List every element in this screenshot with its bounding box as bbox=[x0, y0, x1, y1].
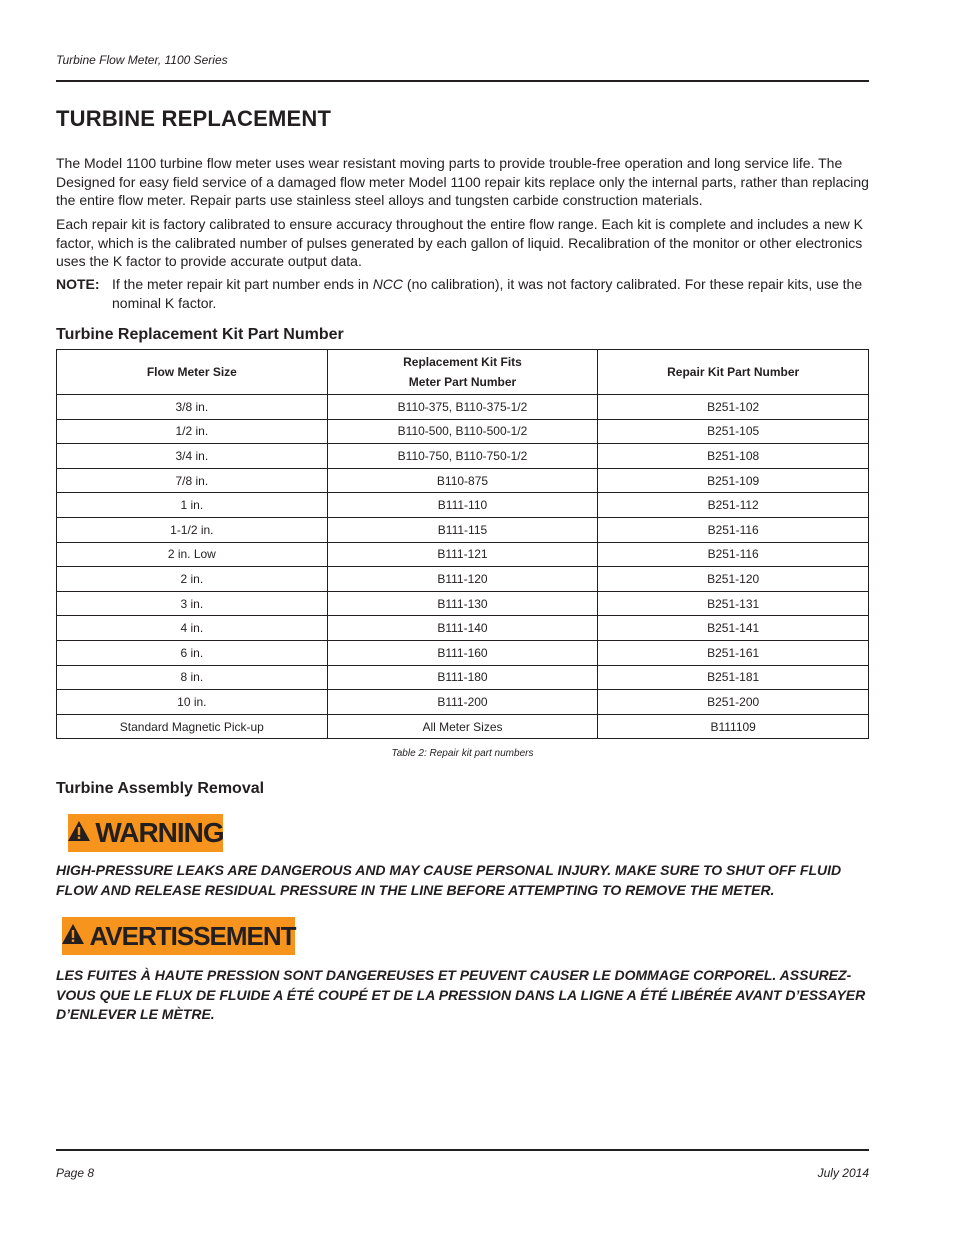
cell-repair: B251-181 bbox=[598, 665, 869, 690]
cell-size: 10 in. bbox=[57, 690, 328, 715]
kit-section-heading: Turbine Replacement Kit Part Number bbox=[56, 326, 344, 343]
cell-repair: B111109 bbox=[598, 714, 869, 739]
header-rule bbox=[56, 80, 869, 82]
avertissement-text: LES FUITES À HAUTE PRESSION SONT DANGEREUSES ET PEUVENT CAUSER LE DOMMAGE CORPOREL. ASSUREZ-VOUS QUE LE FLUX DE FLUIDE A ÉTÉ COUPÉ ET DE LA PRESSION DANS LA LIGNE A ÉTÉ LIBÉRÉE AVANT D’ESSAYER D’ENLEVER LE MÈTRE. bbox=[56, 967, 866, 1022]
cell-repair: B251-102 bbox=[598, 395, 869, 420]
table-row bbox=[57, 444, 869, 469]
table-header-row bbox=[57, 350, 869, 395]
footer-rule bbox=[56, 1149, 869, 1151]
page-title: TURBINE REPLACEMENT bbox=[56, 106, 332, 131]
cell-size: 3/8 in. bbox=[57, 395, 328, 420]
repair-kit-table bbox=[56, 349, 869, 739]
cell-repair: B251-108 bbox=[598, 444, 869, 469]
cell-fits: B111-120 bbox=[327, 567, 598, 592]
removal-section-heading: Turbine Assembly Removal bbox=[56, 780, 265, 797]
cell-fits: B111-180 bbox=[327, 665, 598, 690]
column-header-size: Flow Meter Size bbox=[57, 350, 328, 395]
cell-fits: B111-121 bbox=[327, 542, 598, 567]
running-header: Turbine Flow Meter, 1100 Series bbox=[56, 53, 228, 67]
cell-size: 6 in. bbox=[57, 640, 328, 665]
cell-size: 8 in. bbox=[57, 665, 328, 690]
footer-page-number: Page 8 bbox=[56, 1166, 95, 1180]
footer-date: July 2014 bbox=[817, 1166, 869, 1180]
cell-fits: B111-140 bbox=[327, 616, 598, 641]
table-row bbox=[57, 395, 869, 420]
table-row bbox=[57, 419, 869, 444]
note-text-ncc: NCC bbox=[372, 276, 404, 292]
intro-paragraph-1: The Model 1100 turbine flow meter uses wear resistant moving parts to provide trouble-free operation and long service life. The Designed for easy field service of a damaged flow meter Model 1100 repair kits replace only the internal parts, rather than replacing the entire flow meter. Repair parts use stainless steel alloys and tungsten carbide construction materials. bbox=[56, 155, 869, 208]
cell-size: 7/8 in. bbox=[57, 468, 328, 493]
note-text bbox=[112, 275, 874, 313]
table-row bbox=[57, 468, 869, 493]
note-label: NOTE: bbox=[56, 276, 100, 292]
cell-repair: B251-109 bbox=[598, 468, 869, 493]
table-row bbox=[57, 567, 869, 592]
cell-fits: B111-130 bbox=[327, 591, 598, 616]
cell-fits: B110-750, B110-750-1/2 bbox=[327, 444, 598, 469]
cell-repair: B251-141 bbox=[598, 616, 869, 641]
cell-size: 2 in. bbox=[57, 567, 328, 592]
table-row bbox=[57, 640, 869, 665]
table-row bbox=[57, 542, 869, 567]
cell-repair: B251-116 bbox=[598, 542, 869, 567]
cell-fits: All Meter Sizes bbox=[327, 714, 598, 739]
column-header-repair: Repair Kit Part Number bbox=[598, 350, 869, 395]
cell-fits: B111-160 bbox=[327, 640, 598, 665]
cell-repair: B251-131 bbox=[598, 591, 869, 616]
cell-fits: B110-500, B110-500-1/2 bbox=[327, 419, 598, 444]
note-text-before: If the meter repair kit part number ends in bbox=[112, 276, 373, 292]
avertissement-badge bbox=[62, 917, 295, 955]
cell-fits: B110-875 bbox=[327, 468, 598, 493]
cell-repair: B251-105 bbox=[598, 419, 869, 444]
cell-size: 4 in. bbox=[57, 616, 328, 641]
cell-size: 2 in. Low bbox=[57, 542, 328, 567]
column-header-fits bbox=[327, 350, 598, 395]
cell-repair: B251-200 bbox=[598, 690, 869, 715]
cell-fits: B110-375, B110-375-1/2 bbox=[327, 395, 598, 420]
table-row bbox=[57, 665, 869, 690]
warning-label: WARNING bbox=[95, 817, 224, 848]
cell-repair: B251-112 bbox=[598, 493, 869, 518]
table-row bbox=[57, 517, 869, 542]
warning-text: HIGH-PRESSURE LEAKS ARE DANGEROUS AND MAY CAUSE PERSONAL INJURY. MAKE SURE TO SHUT OFF FLUID FLOW AND RELEASE RESIDUAL PRESSURE IN THE LINE BEFORE ATTEMPTING TO REMOVE THE METER. bbox=[56, 862, 842, 898]
note-text-after: (no calibration), it was not factory calibrated. For these repair kits, use the nominal K factor. bbox=[112, 276, 863, 311]
table-row bbox=[57, 493, 869, 518]
avertissement-triangle-icon bbox=[61, 921, 85, 952]
cell-fits: B111-110 bbox=[327, 493, 598, 518]
table-caption: Table 2: Repair kit part numbers bbox=[391, 748, 534, 759]
cell-repair: B251-161 bbox=[598, 640, 869, 665]
table-body bbox=[57, 395, 869, 739]
cell-size: 3 in. bbox=[57, 591, 328, 616]
cell-repair: B251-120 bbox=[598, 567, 869, 592]
avertissement-label: AVERTISSEMENT bbox=[89, 920, 296, 951]
cell-size: 1 in. bbox=[57, 493, 328, 518]
column-header-fits-line2: Meter Part Number bbox=[408, 375, 517, 389]
table-row bbox=[57, 690, 869, 715]
cell-size: Standard Magnetic Pick-up bbox=[57, 714, 328, 739]
table-row bbox=[57, 591, 869, 616]
note-block bbox=[56, 275, 874, 313]
cell-fits: B111-115 bbox=[327, 517, 598, 542]
cell-size: 3/4 in. bbox=[57, 444, 328, 469]
cell-fits: B111-200 bbox=[327, 690, 598, 715]
column-header-fits-line1: Replacement Kit Fits bbox=[403, 355, 522, 369]
cell-size: 1/2 in. bbox=[57, 419, 328, 444]
intro-paragraph-2: Each repair kit is factory calibrated to ensure accuracy throughout the entire flow range. Each kit is complete and includes a new K factor, which is the calibrated number of pulses generated by each gallon of liquid. Recalibration of the monitor or other electronics uses the K factor to provide accurate output data. bbox=[56, 216, 863, 269]
cell-size: 1-1/2 in. bbox=[57, 517, 328, 542]
warning-badge bbox=[68, 814, 223, 852]
table-row bbox=[57, 714, 869, 739]
warning-triangle-icon bbox=[67, 817, 91, 849]
cell-repair: B251-116 bbox=[598, 517, 869, 542]
table-row bbox=[57, 616, 869, 641]
